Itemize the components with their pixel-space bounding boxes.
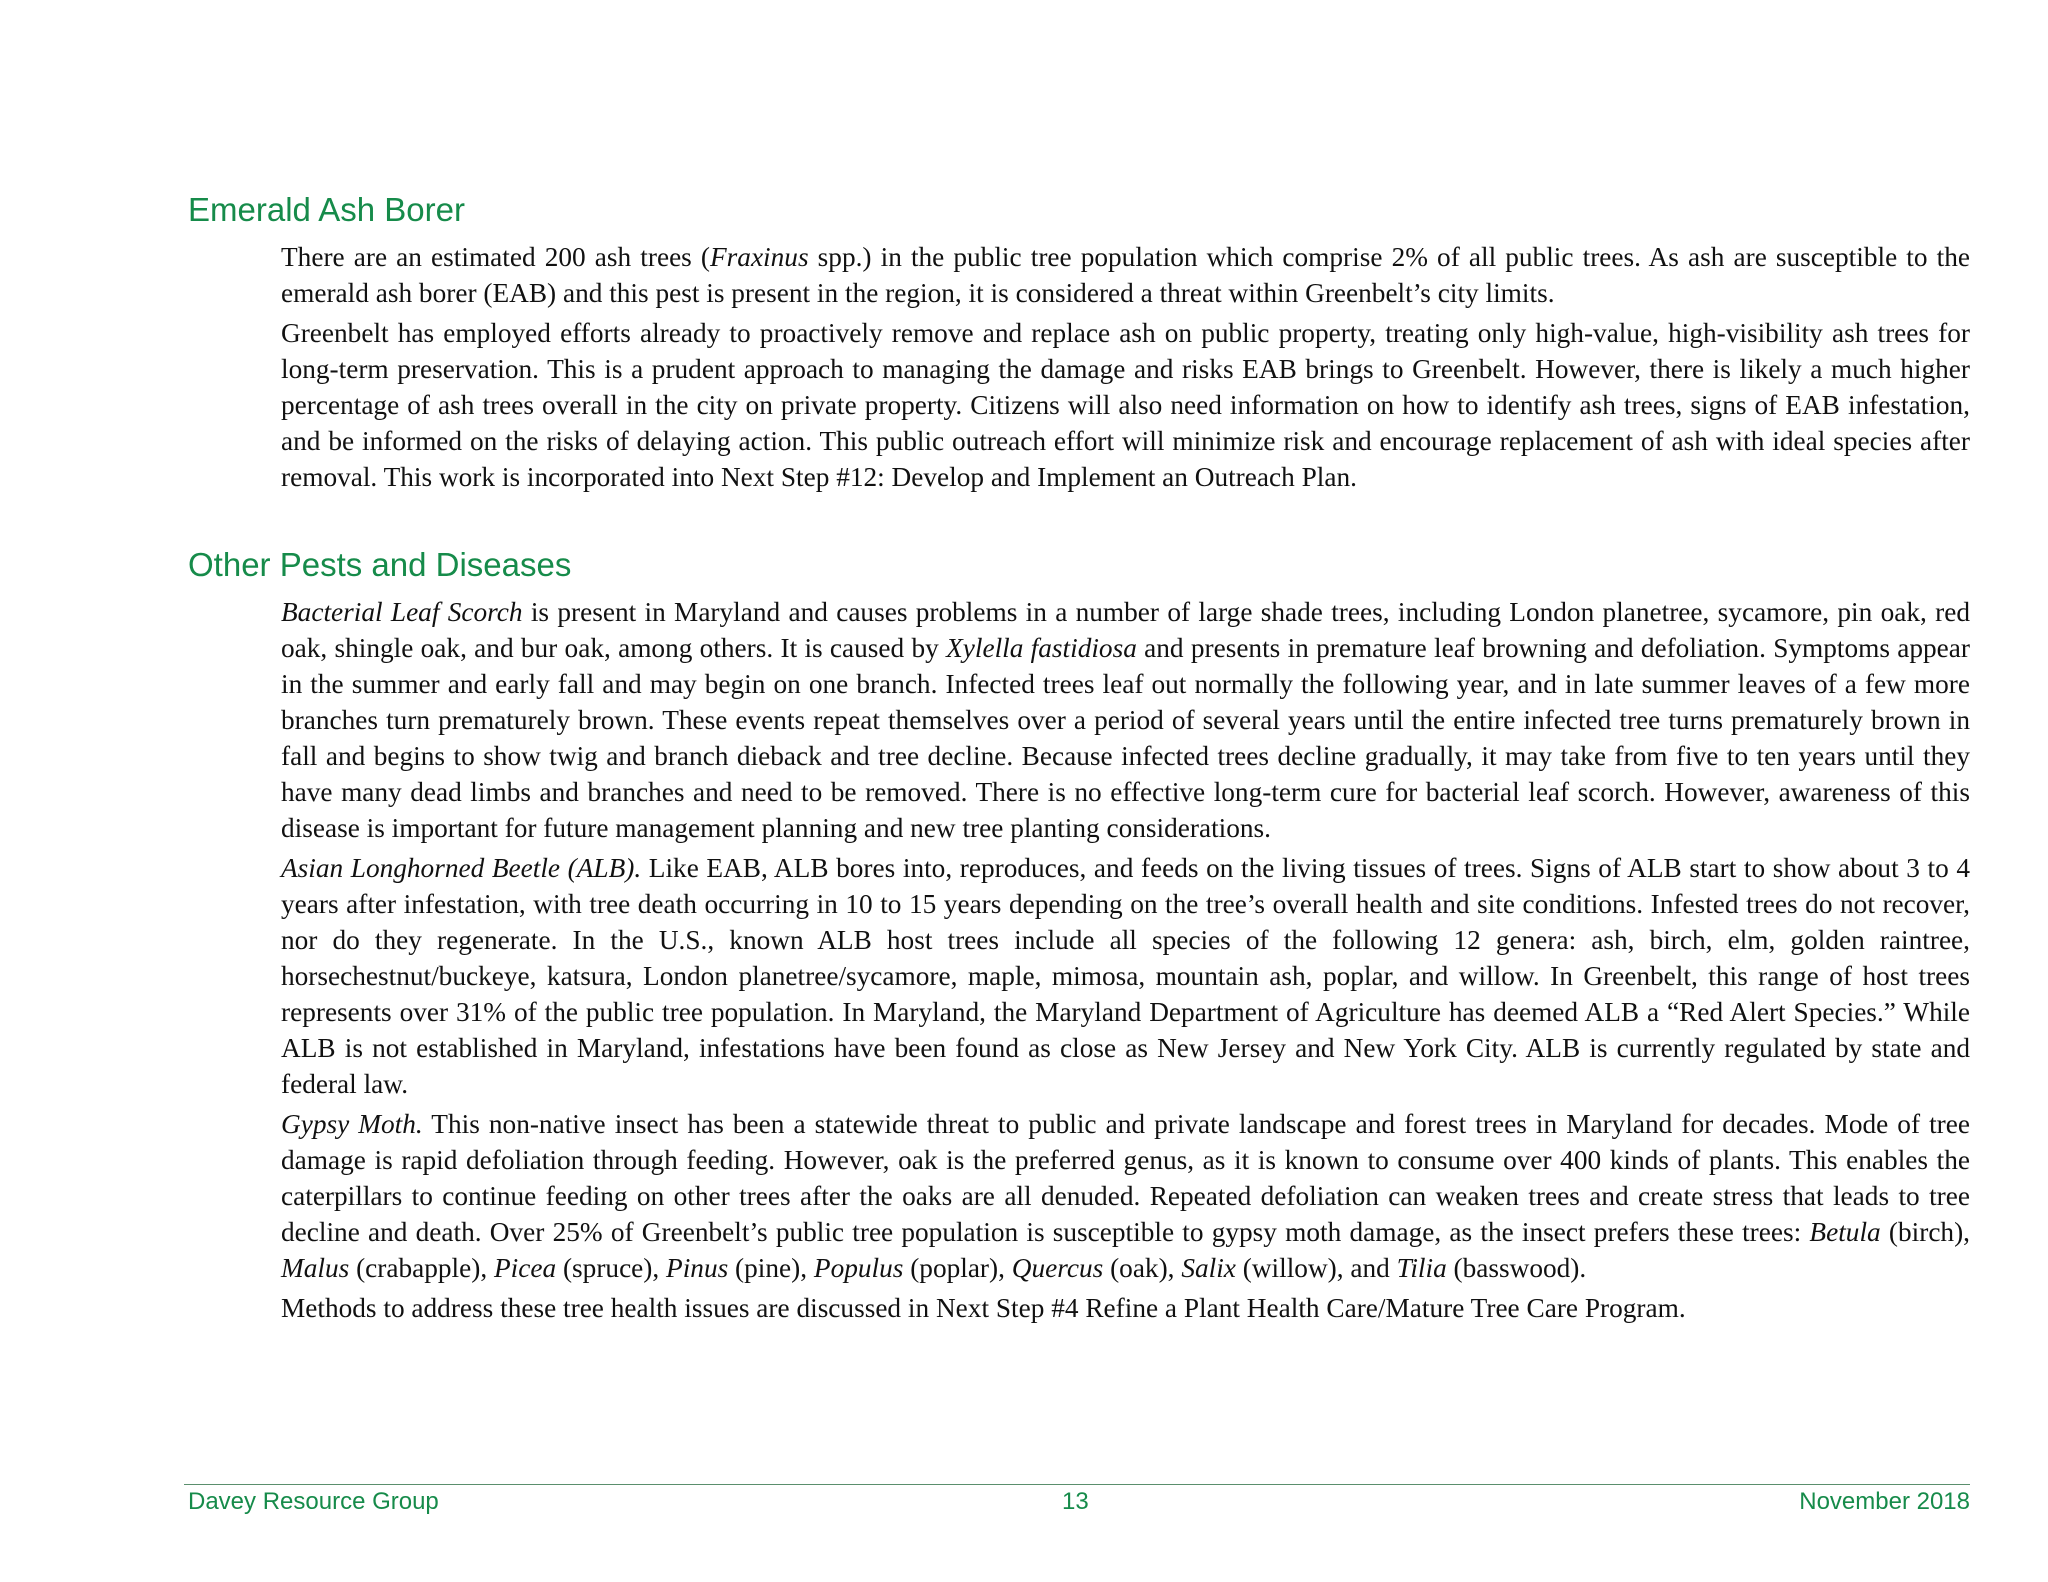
footer-divider (184, 1484, 1970, 1485)
species-name-quercus: Quercus (1011, 1253, 1104, 1283)
paragraph-bacterial-leaf-scorch (281, 594, 1970, 846)
text-run: is present in Maryland and causes problems in a number of large shade trees, including London planetree, sycamore, pin oak, red oak, shingle oak, and bur oak, among others. It is caused by (281, 597, 1971, 663)
paragraph-methods: Methods to address these tree health issues are discussed in Next Step #4 Refine a Plant Health Care/Mature Tree Care Program. (281, 1293, 1686, 1323)
text-run: (pine), (728, 1253, 814, 1283)
text-run: (willow), and (1235, 1253, 1397, 1283)
text-run: Like EAB, ALB bores into, reproduces, and feeds on the living tissues of trees. Signs of ALB start to show about 3 to 4 years after infestation, with tree death occurring in 10 to 15 years depending on the tree’s overall health and site conditions. Infested trees do not recover, nor do they regenerate. In the U.S., known ALB host trees include all species of the following 12 genera: ash, birch, elm, golden raintree, horsechestnut/buckeye, katsura, London planetree/sycamore, maple, mimosa, mountain ash, poplar, and willow. In Greenbelt, this range of host trees represents over 31% of the public tree population. In Maryland, the Maryland Department of Agriculture has deemed ALB a “Red Alert Species.” While ALB is not established in Maryland, infestations have been found as close as New Jersey and New York City. ALB is currently regulated by state and federal law. (281, 853, 1971, 1099)
species-name-malus: Malus (281, 1253, 350, 1283)
section-body-emerald-ash-borer (281, 239, 1970, 499)
text-run: (oak), (1103, 1253, 1182, 1283)
text-run: (basswood). (1446, 1253, 1587, 1283)
term-bacterial-leaf-scorch: Bacterial Leaf Scorch (281, 597, 523, 627)
footer-organization: Davey Resource Group (188, 1488, 439, 1515)
paragraph-ash-population (281, 239, 1970, 311)
species-name-fraxinus: Fraxinus (710, 242, 809, 272)
section-heading-emerald-ash-borer: Emerald Ash Borer (188, 191, 465, 228)
text-run: (birch), (1880, 1217, 1970, 1247)
text-run: (poplar), (903, 1253, 1012, 1283)
paragraph-ash-management: Greenbelt has employed efforts already to proactively remove and replace ash on public property, treating only high-value, high-visibility ash trees for long-term preservation. This is a prudent approach to managing the damage and risks EAB brings to Greenbelt. However, there is likely a much higher percentage of ash trees overall in the city on private property. Citizens will also need information on how to identify ash trees, signs of EAB infestation, and be informed on the risks of delaying action. This public outreach effort will minimize risk and encourage replacement of ash with ideal species after removal. This work is incorporated into Next Step #12: Develop and Implement an Outreach Plan. (281, 318, 1970, 492)
species-name-salix: Salix (1181, 1253, 1236, 1283)
section-heading-other-pests: Other Pests and Diseases (188, 546, 572, 583)
paragraph-asian-longhorned-beetle (281, 850, 1970, 1102)
species-name-betula: Betula (1809, 1217, 1881, 1247)
section-body-other-pests (281, 594, 1970, 1330)
species-name-picea: Picea (494, 1253, 557, 1283)
species-name-xylella: Xylella fastidiosa (946, 633, 1137, 663)
text-run: There are an estimated 200 ash trees ( (281, 242, 710, 272)
text-run: This non-native insect has been a statewide threat to public and private landscape and forest trees in Maryland for decades. Mode of tree damage is rapid defoliation through feeding. However, oak is the preferred genus, as it is known to consume over 400 kinds of plants. This enables the caterpillars to continue feeding on other trees after the oaks are all denuded. Repeated defoliation can weaken trees and create stress that leads to tree decline and death. Over 25% of Greenbelt’s public tree population is susceptible to gypsy moth damage, as the insect prefers these trees: (281, 1109, 1971, 1247)
text-run: (spruce), (556, 1253, 667, 1283)
paragraph-gypsy-moth (281, 1106, 1970, 1286)
footer-date: November 2018 (1799, 1488, 1970, 1515)
species-name-pinus: Pinus (666, 1253, 729, 1283)
term-asian-longhorned-beetle: Asian Longhorned Beetle (ALB). (281, 853, 642, 883)
text-run: (crabapple), (349, 1253, 494, 1283)
species-name-tilia: Tilia (1396, 1253, 1447, 1283)
term-gypsy-moth: Gypsy Moth. (281, 1109, 423, 1139)
species-name-populus: Populus (813, 1253, 904, 1283)
footer-page-number: 13 (1062, 1488, 1089, 1515)
text-run: and presents in premature leaf browning and defoliation. Symptoms appear in the summer and early fall and may begin on one branch. Infected trees leaf out normally the following year, and in late summer leaves of a few more branches turn prematurely brown. These events repeat themselves over a period of several years until the entire infected tree turns prematurely brown in fall and begins to show twig and branch dieback and tree decline. Because infected trees decline gradually, it may take from five to ten years until they have many dead limbs and branches and need to be removed. There is no effective long-term cure for bacterial leaf scorch. However, awareness of this disease is important for future management planning and new tree planting considerations. (281, 633, 1971, 843)
text-run: spp.) in the public tree population which comprise 2% of all public trees. As ash are susceptible to the emerald ash borer (EAB) and this pest is present in the region, it is considered a threat within Greenbelt’s city limits. (281, 242, 1970, 308)
